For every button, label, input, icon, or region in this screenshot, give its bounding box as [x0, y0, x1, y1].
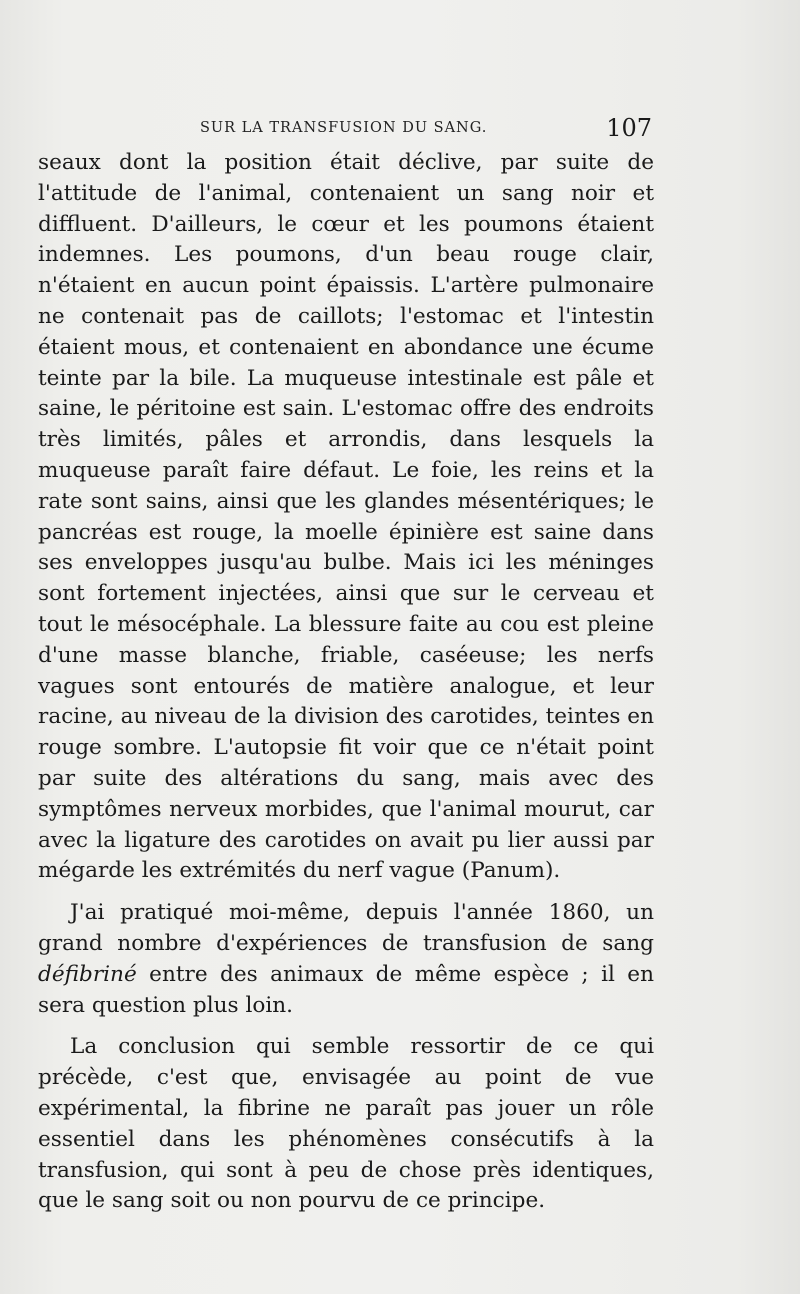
- page-number: 107: [606, 114, 652, 142]
- paragraph-experiments-end: entre des animaux de même espèce ; il en sera question plus loin.: [38, 961, 654, 1018]
- italic-term: défibriné: [38, 961, 137, 987]
- page-header: [38, 112, 654, 146]
- paragraph-autopsy: seaux dont la position était déclive, par suite de l'attitude de l'animal, contenaient un sang noir et diffluent. D'ailleurs, le cœur et les poumons étaient indemnes. Les poumons, d'un beau rouge clair, n'étaient en aucun point épaissis. L'artère pulmonaire ne contenait pas de caillots; l'estomac et l'intestin étaient mous, et contenaient en abondance une écume teinte par la bile. La muqueuse intestinale est pâle et saine, le péritoine est sain. L'estomac offre des endroits très limités, pâles et arrondis, dans lesquels la muqueuse paraît faire défaut. Le foie, les reins et la rate sont sains, ainsi que les glandes mésentériques; le pancréas est rouge, la moelle épinière est saine dans ses enveloppes jusqu'au bulbe. Mais ici les méninges sont fortement injectées, ainsi que sur le cerveau et tout le mésocéphale. La blessure faite au cou est pleine d'une masse blanche, friable, caséeuse; les nerfs vagues sont entourés de matière analogue, et leur racine, au niveau de la division des carotides, teintes en rouge sombre. L'autopsie fit voir que ce n'était point par suite des altérations du sang, mais avec des symptômes nerveux morbides, que l'animal mourut, car avec la ligature des carotides on avait pu lier aussi par mégarde les extrémités du nerf vague (Panum).: [38, 150, 654, 884]
- body-text: [38, 148, 654, 1217]
- paragraph-conclusion: La conclusion qui semble ressortir de ce qui précède, c'est que, envisagée au point de vue expérimental, la fibrine ne paraît pas jouer un rôle essentiel dans les phénomènes consécutifs à la transfusion, qui sont à peu de chose près identiques, que le sang soit ou non pourvu de ce principe.: [38, 1034, 654, 1214]
- paragraph-experiments-start: J'ai pratiqué moi-même, depuis l'année 1860, un grand nombre d'expériences de transfusion de sang: [38, 900, 654, 956]
- paragraph-experiments: [38, 898, 654, 1021]
- running-head: SUR LA TRANSFUSION DU SANG.: [200, 120, 488, 136]
